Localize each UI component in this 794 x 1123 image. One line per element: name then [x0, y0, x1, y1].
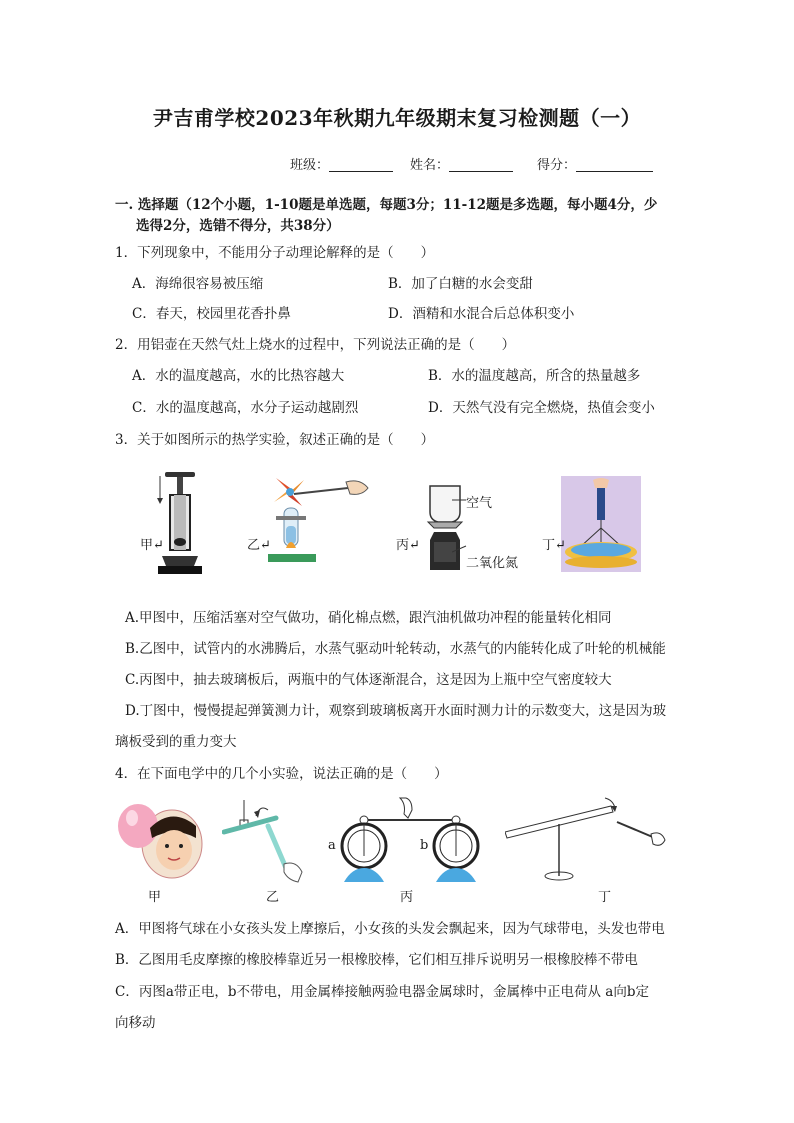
score-field	[537, 154, 653, 173]
score-blank[interactable]	[576, 157, 653, 172]
q4-label-a: a	[328, 838, 336, 853]
q3-label-no2: 二氧化氮	[466, 556, 519, 571]
q3-label-bing: 丙↵	[396, 538, 420, 553]
q4-option-c-line2: 向移动	[115, 1015, 156, 1031]
q2-option-b[interactable]: B．水的温度越高，所含的热量越多	[428, 368, 641, 384]
q3-stem: 3．关于如图所示的热学实验，叙述正确的是（ ）	[115, 432, 435, 448]
q4-label-jia: 甲	[148, 890, 162, 905]
q4-figure-ding	[505, 796, 670, 882]
score-label: 得分：	[537, 158, 577, 173]
q2-option-a[interactable]: A．水的温度越高，水的比热容越大	[132, 368, 345, 384]
q4-stem: 4．在下面电学中的几个小实验，说法正确的是（ ）	[115, 766, 448, 782]
q4-figure-jia	[114, 800, 208, 880]
pivoted-rod-illustration	[505, 796, 670, 882]
q3-label-jia: 甲↵	[140, 538, 164, 553]
q3-figure-jia	[140, 468, 210, 580]
q3-option-b[interactable]: B.乙图中，试管内的水沸腾后，水蒸气驱动叶轮转动，水蒸气的内能转化成了叶轮的机械能	[125, 641, 666, 657]
q1-stem: 1．下列现象中，不能用分子动理论解释的是（ ）	[115, 245, 435, 261]
q4-option-b[interactable]: B．乙图用毛皮摩擦的橡胶棒靠近另一根橡胶棒，它们相互排斥说明另一根橡胶棒不带电	[115, 952, 638, 968]
electroscopes-illustration	[338, 796, 480, 884]
q3-label-yi: 乙↵	[247, 538, 271, 553]
q1-option-d[interactable]: D．酒精和水混合后总体积变小	[388, 306, 575, 322]
name-label: 姓名：	[410, 158, 450, 173]
q3-option-d-line2: 璃板受到的重力变大	[115, 734, 237, 750]
q1-option-a[interactable]: A．海绵很容易被压缩	[132, 276, 264, 292]
q3-figure-ding	[561, 476, 641, 572]
rubber-rods-illustration	[222, 798, 308, 886]
class-field	[290, 154, 393, 173]
q4-option-c-line1[interactable]: C．丙图a带正电，b不带电，用金属棒接触两验电器金属球时，金属棒中正电荷从 a向b定	[115, 984, 650, 1000]
q3-label-air: 空气	[466, 496, 493, 511]
q4-label-b: b	[420, 838, 429, 853]
q4-figure-yi	[222, 798, 308, 886]
page-title: 尹吉甫学校2023年秋期九年级期末复习检测题（一）	[152, 106, 642, 130]
q3-option-a[interactable]: A.甲图中，压缩活塞对空气做功，硝化棉点燃，跟汽油机做功冲程的能量转化相同	[125, 610, 612, 626]
fire-syringe-illustration	[140, 468, 210, 580]
q4-figure-bing	[338, 796, 480, 884]
q2-stem: 2．用铝壶在天然气灶上烧水的过程中，下列说法正确的是（ ）	[115, 337, 516, 353]
spring-scale-illustration	[561, 476, 641, 572]
q4-option-a[interactable]: A．甲图将气球在小女孩头发上摩擦后，小女孩的头发会飘起来，因为气球带电，头发也带电	[115, 921, 665, 937]
class-blank[interactable]	[329, 157, 393, 172]
q4-label-yi: 乙	[266, 890, 280, 905]
section-heading-1: 一. 选择题（12个小题，1-10题是单选题，每题3分；11-12题是多选题，每小题4分，少	[115, 197, 658, 213]
name-field	[410, 154, 513, 173]
balloon-girl-illustration	[114, 800, 208, 880]
section-heading-2: 选得2分，选错不得分，共38分）	[136, 218, 340, 234]
q1-option-b[interactable]: B．加了白糖的水会变甜	[388, 276, 533, 292]
name-blank[interactable]	[449, 157, 513, 172]
q1-option-c[interactable]: C．春天，校园里花香扑鼻	[132, 306, 291, 322]
q3-option-c[interactable]: C.丙图中，抽去玻璃板后，两瓶中的气体逐渐混合，这是因为上瓶中空气密度较大	[125, 672, 612, 688]
q4-label-ding: 丁	[598, 890, 612, 905]
pinwheel-steam-illustration	[262, 474, 374, 566]
q2-option-d[interactable]: D．天然气没有完全燃烧，热值会变小	[428, 400, 655, 416]
q4-label-bing: 丙	[400, 890, 414, 905]
q3-option-d-line1[interactable]: D.丁图中，慢慢提起弹簧测力计，观察到玻璃板离开水面时测力计的示数变大，这是因为玻	[125, 703, 667, 719]
q2-option-c[interactable]: C．水的温度越高，水分子运动越剧烈	[132, 400, 359, 416]
class-label: 班级：	[290, 158, 330, 173]
q3-figure-yi	[262, 474, 374, 566]
q3-label-ding: 丁↵	[542, 538, 566, 553]
